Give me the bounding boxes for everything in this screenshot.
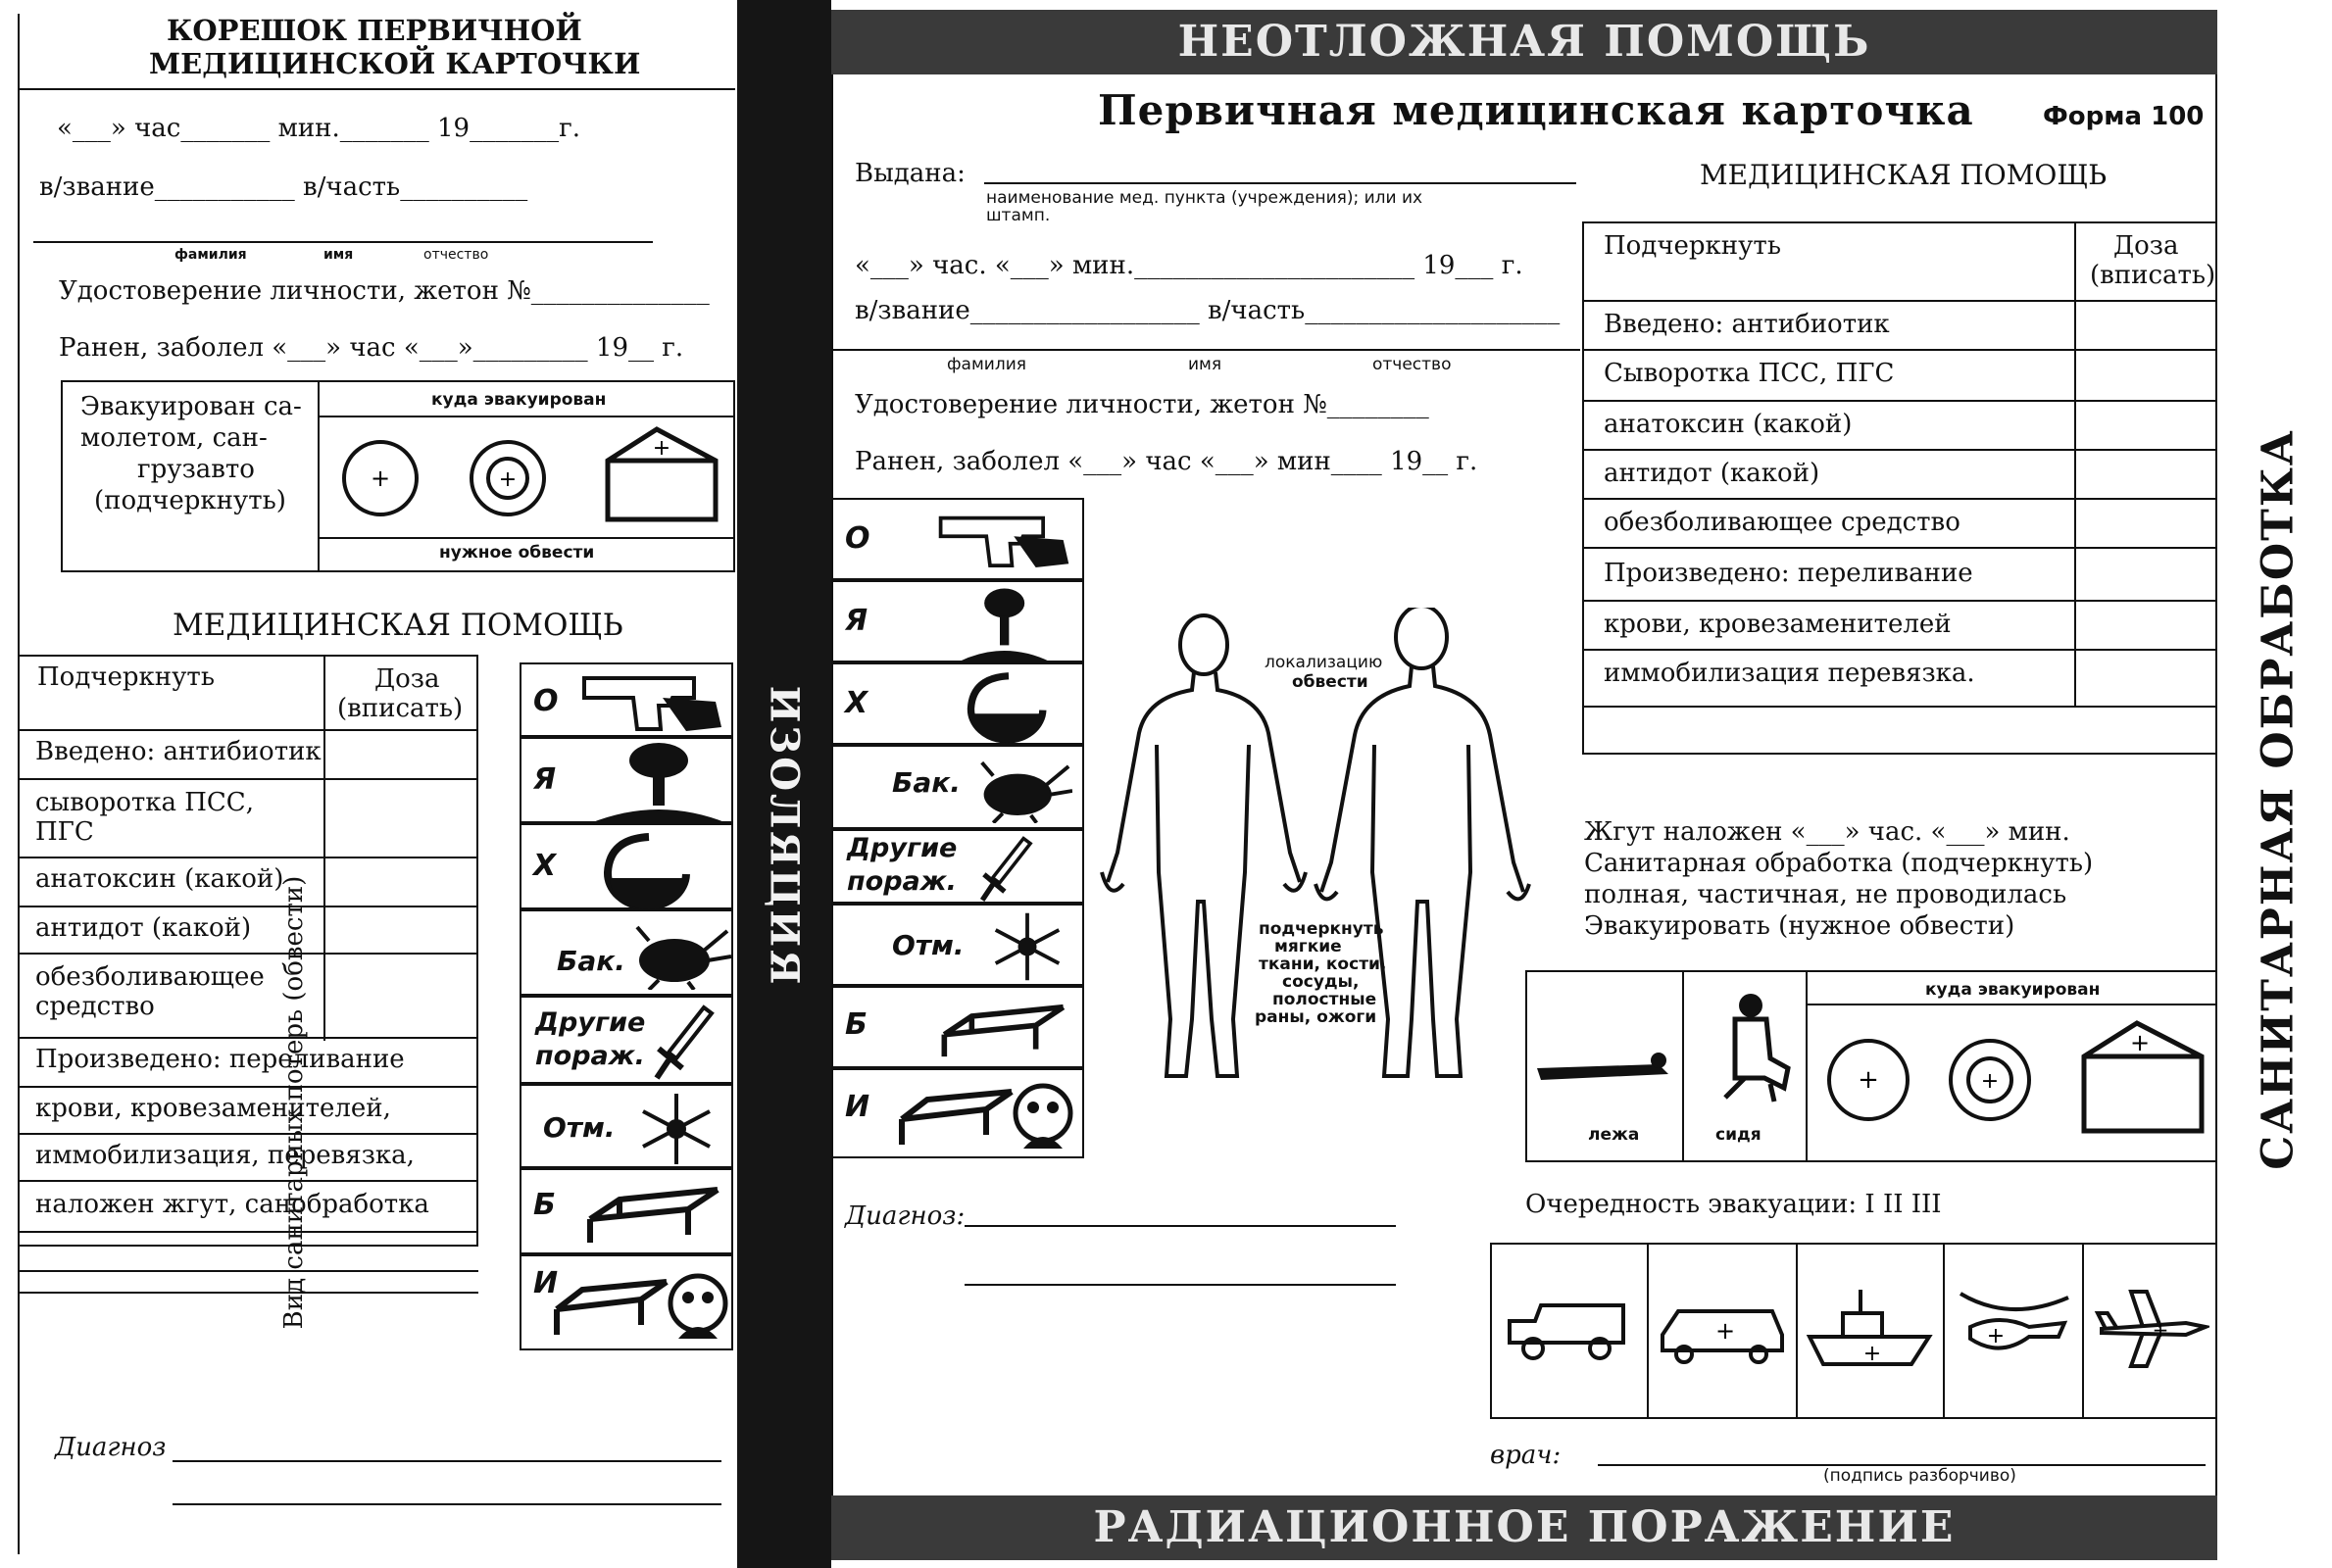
bed-icon: [580, 1180, 727, 1249]
card-table-row-analgesic[interactable]: обезболивающее средство: [1604, 508, 1960, 537]
stub-table-rule-7: [18, 1086, 478, 1088]
stub-icon-row-firearm[interactable]: [520, 662, 733, 737]
svg-text:+: +: [370, 465, 391, 492]
top-banner: НЕОТЛОЖНАЯ ПОМОЩЬ: [831, 10, 2217, 74]
transport-divider-2: [1796, 1243, 1798, 1419]
card-table-rule-9: [1582, 706, 2217, 708]
airplane-icon[interactable]: [2092, 1284, 2209, 1372]
stub-icon-row-frostbite[interactable]: [520, 1084, 733, 1168]
stub-table-head-dose: Доза: [374, 664, 440, 694]
stub-table-row-blood[interactable]: крови, кровезаменителей,: [35, 1094, 391, 1123]
card-icon-row-frostbite[interactable]: [833, 904, 1084, 986]
card-icon-row-chemical[interactable]: [833, 662, 1084, 745]
stub-table-rule-9: [18, 1180, 478, 1182]
stub-icon-row-other[interactable]: [520, 996, 733, 1084]
card-double-circle-plus-icon[interactable]: [1951, 1041, 2029, 1119]
underline-note-4: сосуды,: [1282, 972, 1360, 992]
card-table-rule-5: [1582, 498, 2217, 500]
card-evac-where: куда эвакуирован: [1925, 980, 2101, 1000]
card-diagnosis-line-1[interactable]: [965, 1225, 1396, 1227]
card-diagnosis-line-2[interactable]: [965, 1284, 1396, 1286]
stub-table-row-immobilization[interactable]: иммобилизация, перевязка,: [35, 1141, 415, 1170]
card-icon-label-other-2: пораж.: [847, 866, 957, 897]
card-table-divider: [2074, 221, 2076, 708]
stub-icon-label-o: О: [533, 684, 559, 718]
ambulance-icon[interactable]: [1657, 1296, 1788, 1368]
stub-diagnosis-line-2[interactable]: [173, 1503, 721, 1505]
svg-text:+: +: [2152, 1318, 2169, 1342]
sitting-patient-icon[interactable]: [1706, 990, 1794, 1107]
card-icon-row-nuclear[interactable]: [833, 580, 1084, 662]
stub-name-label-surname: фамилия: [174, 247, 247, 263]
stub-icon-label-other-2: пораж.: [535, 1041, 645, 1071]
stub-icon-label-kh: Х: [533, 849, 557, 883]
stub-evac-text-4: (подчеркнуть): [94, 486, 286, 515]
card-table-rule-1: [1582, 300, 2217, 302]
sword-icon: [647, 1004, 716, 1082]
stub-title-rule: [18, 88, 735, 90]
mushroom-cloud-icon: [580, 741, 727, 823]
evac-queue[interactable]: Очередность эвакуации: I II III: [1525, 1190, 1942, 1219]
sanitary-line: Санитарная обработка (подчеркнуть): [1584, 849, 2094, 878]
stub-icon-row-nuclear[interactable]: [520, 737, 733, 823]
card-icon-label-bak: Бак.: [892, 766, 961, 799]
stub-evac-where: куда эвакуирован: [431, 390, 607, 410]
stub-title-2: МЕДИЦИНСКОЙ КАРТОЧКИ: [149, 47, 641, 80]
card-icon-label-o: О: [845, 521, 870, 556]
card-med-help: МЕДИЦИНСКАЯ ПОМОЩЬ: [1700, 159, 2108, 191]
stub-table-rule-5: [18, 953, 478, 955]
stub-evac-text-1: Эвакуирован са-: [80, 392, 302, 421]
stub-icon-label-b: Б: [533, 1188, 556, 1222]
stub-diagnosis-line-1[interactable]: [173, 1460, 721, 1462]
card-evac-divider-1: [1682, 970, 1684, 1162]
evacuate-line: Эвакуировать (нужное обвести): [1584, 911, 2015, 941]
card-icon-label-b: Б: [845, 1007, 868, 1042]
underline-note-2: мягкие: [1274, 937, 1342, 956]
card-evac-divider-2: [1806, 970, 1808, 1162]
card-table-row-antibiotic[interactable]: Введено: антибиотик: [1604, 310, 1890, 339]
svg-text:+: +: [2129, 1029, 2151, 1056]
card-icon-label-i: И: [845, 1090, 870, 1124]
card-time-line[interactable]: «___» час. «___» мин.______________________ 19___ г.: [855, 251, 1523, 280]
card-circle-plus-icon[interactable]: [1829, 1041, 1908, 1119]
transport-divider-1: [1647, 1243, 1649, 1419]
stub-table-row-antidote[interactable]: антидот (какой): [35, 913, 252, 943]
card-icon-label-ya: Я: [845, 604, 868, 638]
stub-double-circle-plus-icon[interactable]: [471, 442, 544, 514]
stub-table-row-serum-2[interactable]: ПГС: [35, 817, 94, 847]
underline-note-5: полостные: [1272, 990, 1377, 1009]
stub-house-plus-icon[interactable]: [608, 429, 716, 519]
stub-table-row-analgesic-2[interactable]: средство: [35, 992, 155, 1021]
bed-and-mask-icon: [896, 1076, 1078, 1154]
stub-id-line[interactable]: Удостоверение личности, жетон №______________: [59, 276, 710, 306]
stub-table-row-anatoxin[interactable]: анатоксин (какой): [35, 864, 284, 894]
card-icon-row-bacterial[interactable]: [833, 745, 1084, 829]
stub-icon-label-other-1: Другие: [535, 1007, 646, 1038]
card-title: Первичная медицинская карточка: [1098, 86, 1974, 134]
card-table-row-transfusion[interactable]: Произведено: переливание: [1604, 559, 1973, 588]
stub-diagnosis-label: Диагноз: [55, 1433, 167, 1462]
localize-note-1: локализацию: [1265, 653, 1383, 672]
stub-icon-row-patient[interactable]: [520, 1168, 733, 1254]
bug-icon: [974, 757, 1072, 823]
stub-table-rule-4: [18, 906, 478, 907]
stub-icon-label-i: И: [533, 1266, 559, 1300]
stub-table-rule-3: [18, 857, 478, 858]
stub-table-rule-11: [18, 1270, 478, 1272]
truck-icon[interactable]: [1506, 1292, 1633, 1370]
stub-table-rule-10: [18, 1231, 478, 1233]
stub-table-row-tourniquet[interactable]: наложен жгут, санобработка: [35, 1190, 429, 1219]
card-name-line[interactable]: [831, 349, 1580, 351]
underline-note-1: подчеркнуть: [1259, 919, 1384, 939]
underline-note-6: раны, ожоги: [1255, 1007, 1377, 1027]
signature-note: (подпись разборчиво): [1823, 1466, 2016, 1486]
stub-time-line[interactable]: «___» час_______ мин._______ 19_______г.: [57, 114, 580, 143]
stub-circle-plus-icon[interactable]: [344, 442, 417, 514]
stub-table-row-serum-1[interactable]: сыворотка ПСС,: [35, 788, 254, 817]
sanitary-options[interactable]: полная, частичная, не проводилась: [1584, 880, 2067, 909]
card-icon-label-kh: Х: [845, 686, 868, 720]
card-table-rule-7: [1582, 600, 2217, 602]
transport-divider-4: [2082, 1243, 2084, 1419]
card-table-rule-6: [1582, 547, 2217, 549]
stub-icon-row-isolation[interactable]: [520, 1254, 733, 1350]
card-table-rule-2: [1582, 349, 2217, 351]
card-icon-row-firearm[interactable]: [833, 498, 1084, 580]
stub-evac-top-rule: [318, 416, 735, 417]
snowflake-icon: [637, 1092, 716, 1166]
stub-icon-row-bacterial[interactable]: [520, 909, 733, 996]
stub-evac-divider: [318, 380, 320, 572]
stub-table-head-underline: Подчеркнуть: [37, 662, 215, 692]
stub-name-line[interactable]: [33, 241, 653, 243]
card-table-rule-4: [1582, 449, 2217, 451]
stub-title-1: КОРЕШОК ПЕРВИЧНОЙ: [167, 14, 582, 47]
lying-label: лежа: [1588, 1125, 1640, 1145]
stub-evac-bottom-rule: [318, 537, 735, 539]
lying-patient-icon[interactable]: [1531, 1039, 1676, 1098]
stub-evac-text-3: грузавто: [137, 455, 255, 484]
card-evac-top-rule: [1806, 1004, 2217, 1005]
card-table-row-blood[interactable]: крови, кровезаменителей: [1604, 610, 1952, 639]
stub-wounded-line[interactable]: Ранен, заболел «___» час «___»_________ 19__ г.: [59, 333, 684, 363]
card-form-number: Форма 100: [2043, 102, 2205, 131]
stub-med-help: МЕДИЦИНСКАЯ ПОМОЩЬ: [173, 608, 623, 643]
card-issued-label: Выдана:: [855, 159, 966, 188]
stub-table-rule-1: [18, 729, 478, 731]
card-rank-line[interactable]: в/звание__________________ в/часть____________________: [855, 296, 1561, 325]
svg-text:+: +: [1858, 1065, 1879, 1095]
card-issued-line[interactable]: [984, 182, 1576, 184]
card-wounded-line[interactable]: Ранен, заболел «___» час «___» мин____ 19__ г.: [855, 447, 1478, 476]
stub-table-rule-8: [18, 1133, 478, 1135]
card-diagnosis-label: Диагноз:: [845, 1201, 966, 1231]
pistol-icon: [578, 668, 725, 735]
bed-and-mask-icon: [551, 1266, 733, 1345]
stub-icon-row-chemical[interactable]: [520, 823, 733, 909]
stub-evac-symbols[interactable]: [323, 421, 731, 535]
stub-icon-label-otm: Отм.: [543, 1111, 616, 1144]
card-icon-row-isolation[interactable]: [833, 1068, 1084, 1158]
card-table-row-anatoxin[interactable]: анатоксин (какой): [1604, 410, 1853, 439]
stub-evac-text-2: молетом, сан-: [80, 423, 268, 453]
card-icon-label-otm: Отм.: [892, 929, 965, 961]
stub-table-rule-6: [18, 1037, 478, 1039]
localize-note-2: обвести: [1292, 672, 1368, 692]
svg-text:+: +: [1986, 1324, 2006, 1348]
card-table-row-serum[interactable]: Сыворотка ПСС, ПГС: [1604, 359, 1895, 388]
card-name-label-firstname: имя: [1188, 355, 1222, 374]
stub-evac-needed: нужное обвести: [439, 543, 595, 563]
card-table-row-antidote[interactable]: антидот (какой): [1604, 459, 1820, 488]
stub-vertical-label: Вид санитарных потерь (обвести): [279, 875, 309, 1330]
stub-table-rule-2: [18, 778, 478, 780]
helicopter-icon[interactable]: [1951, 1284, 2074, 1372]
card-icon-row-patient[interactable]: [833, 986, 1084, 1068]
card-icon-label-other-1: Другие: [847, 833, 958, 863]
stub-name-label-patronymic: отчество: [423, 247, 489, 263]
svg-text:+: +: [652, 436, 671, 461]
chemical-flask-icon: [590, 829, 708, 909]
mushroom-cloud-icon: [931, 584, 1068, 662]
card-table-head-underline: Подчеркнуть: [1604, 231, 1781, 261]
card-issued-note-1: наименование мед. пункта (учреждения); или их: [986, 188, 1423, 208]
stub-table-head-dose-note: (вписать): [337, 694, 464, 723]
card-id-line[interactable]: Удостоверение личности, жетон №________: [855, 390, 1429, 419]
chemical-flask-icon: [955, 666, 1063, 745]
stub-table-row-antibiotic[interactable]: Введено: антибиотик: [35, 737, 322, 766]
tourniquet-line[interactable]: Жгут наложен «___» час. «___» мин.: [1584, 817, 2070, 847]
card-name-label-patronymic: отчество: [1372, 355, 1452, 374]
stub-table-rule-12: [18, 1292, 478, 1294]
card-issued-note-2: штамп.: [986, 206, 1051, 225]
stub-icon-label-bak: Бак.: [557, 945, 625, 977]
bug-icon: [629, 921, 731, 990]
card-name-label-surname: фамилия: [947, 355, 1026, 374]
transport-divider-3: [1943, 1243, 1945, 1419]
svg-text:+: +: [1862, 1342, 1882, 1366]
card-table-head-dose-note: (вписать): [2090, 261, 2216, 290]
sitting-label: сидя: [1715, 1125, 1761, 1145]
underline-note-3: ткани, кости,: [1259, 955, 1387, 974]
stub-table-row-transfusion[interactable]: Произведено: переливание: [35, 1045, 405, 1074]
card-table-rule-8: [1582, 649, 2217, 651]
card-table-head-dose: Доза: [2113, 231, 2179, 261]
doctor-label: врач:: [1490, 1441, 1562, 1470]
stub-table-divider: [323, 655, 325, 1041]
sword-icon: [970, 835, 1037, 904]
stub-rank-line[interactable]: в/звание___________ в/часть__________: [39, 172, 528, 202]
pistol-icon: [935, 506, 1072, 574]
svg-text:+: +: [498, 467, 518, 492]
svg-text:+: +: [1980, 1069, 2000, 1094]
stub-table-row-analgesic-1[interactable]: обезболивающее: [35, 962, 265, 992]
card-table-row-immobilization[interactable]: иммобилизация перевязка.: [1604, 659, 1975, 688]
svg-text:+: +: [1714, 1317, 1736, 1345]
card-icon-row-other[interactable]: [833, 829, 1084, 904]
ship-icon[interactable]: [1804, 1284, 1935, 1372]
right-strip-label: САНИТАРНАЯ ОБРАБОТКА: [2253, 428, 2304, 1170]
stub-name-label-firstname: имя: [323, 247, 354, 263]
snowflake-icon: [990, 909, 1065, 984]
bottom-banner: РАДИАЦИОННОЕ ПОРАЖЕНИЕ: [831, 1495, 2217, 1560]
bed-icon: [935, 998, 1072, 1062]
card-house-plus-icon[interactable]: [2084, 1023, 2202, 1131]
isolation-label: ИЗОЛЯЦИЯ: [761, 685, 808, 988]
stub-icon-label-ya: Я: [533, 762, 557, 797]
card-evac-symbols[interactable]: [1813, 1009, 2213, 1156]
card-table-rule-3: [1582, 400, 2217, 402]
